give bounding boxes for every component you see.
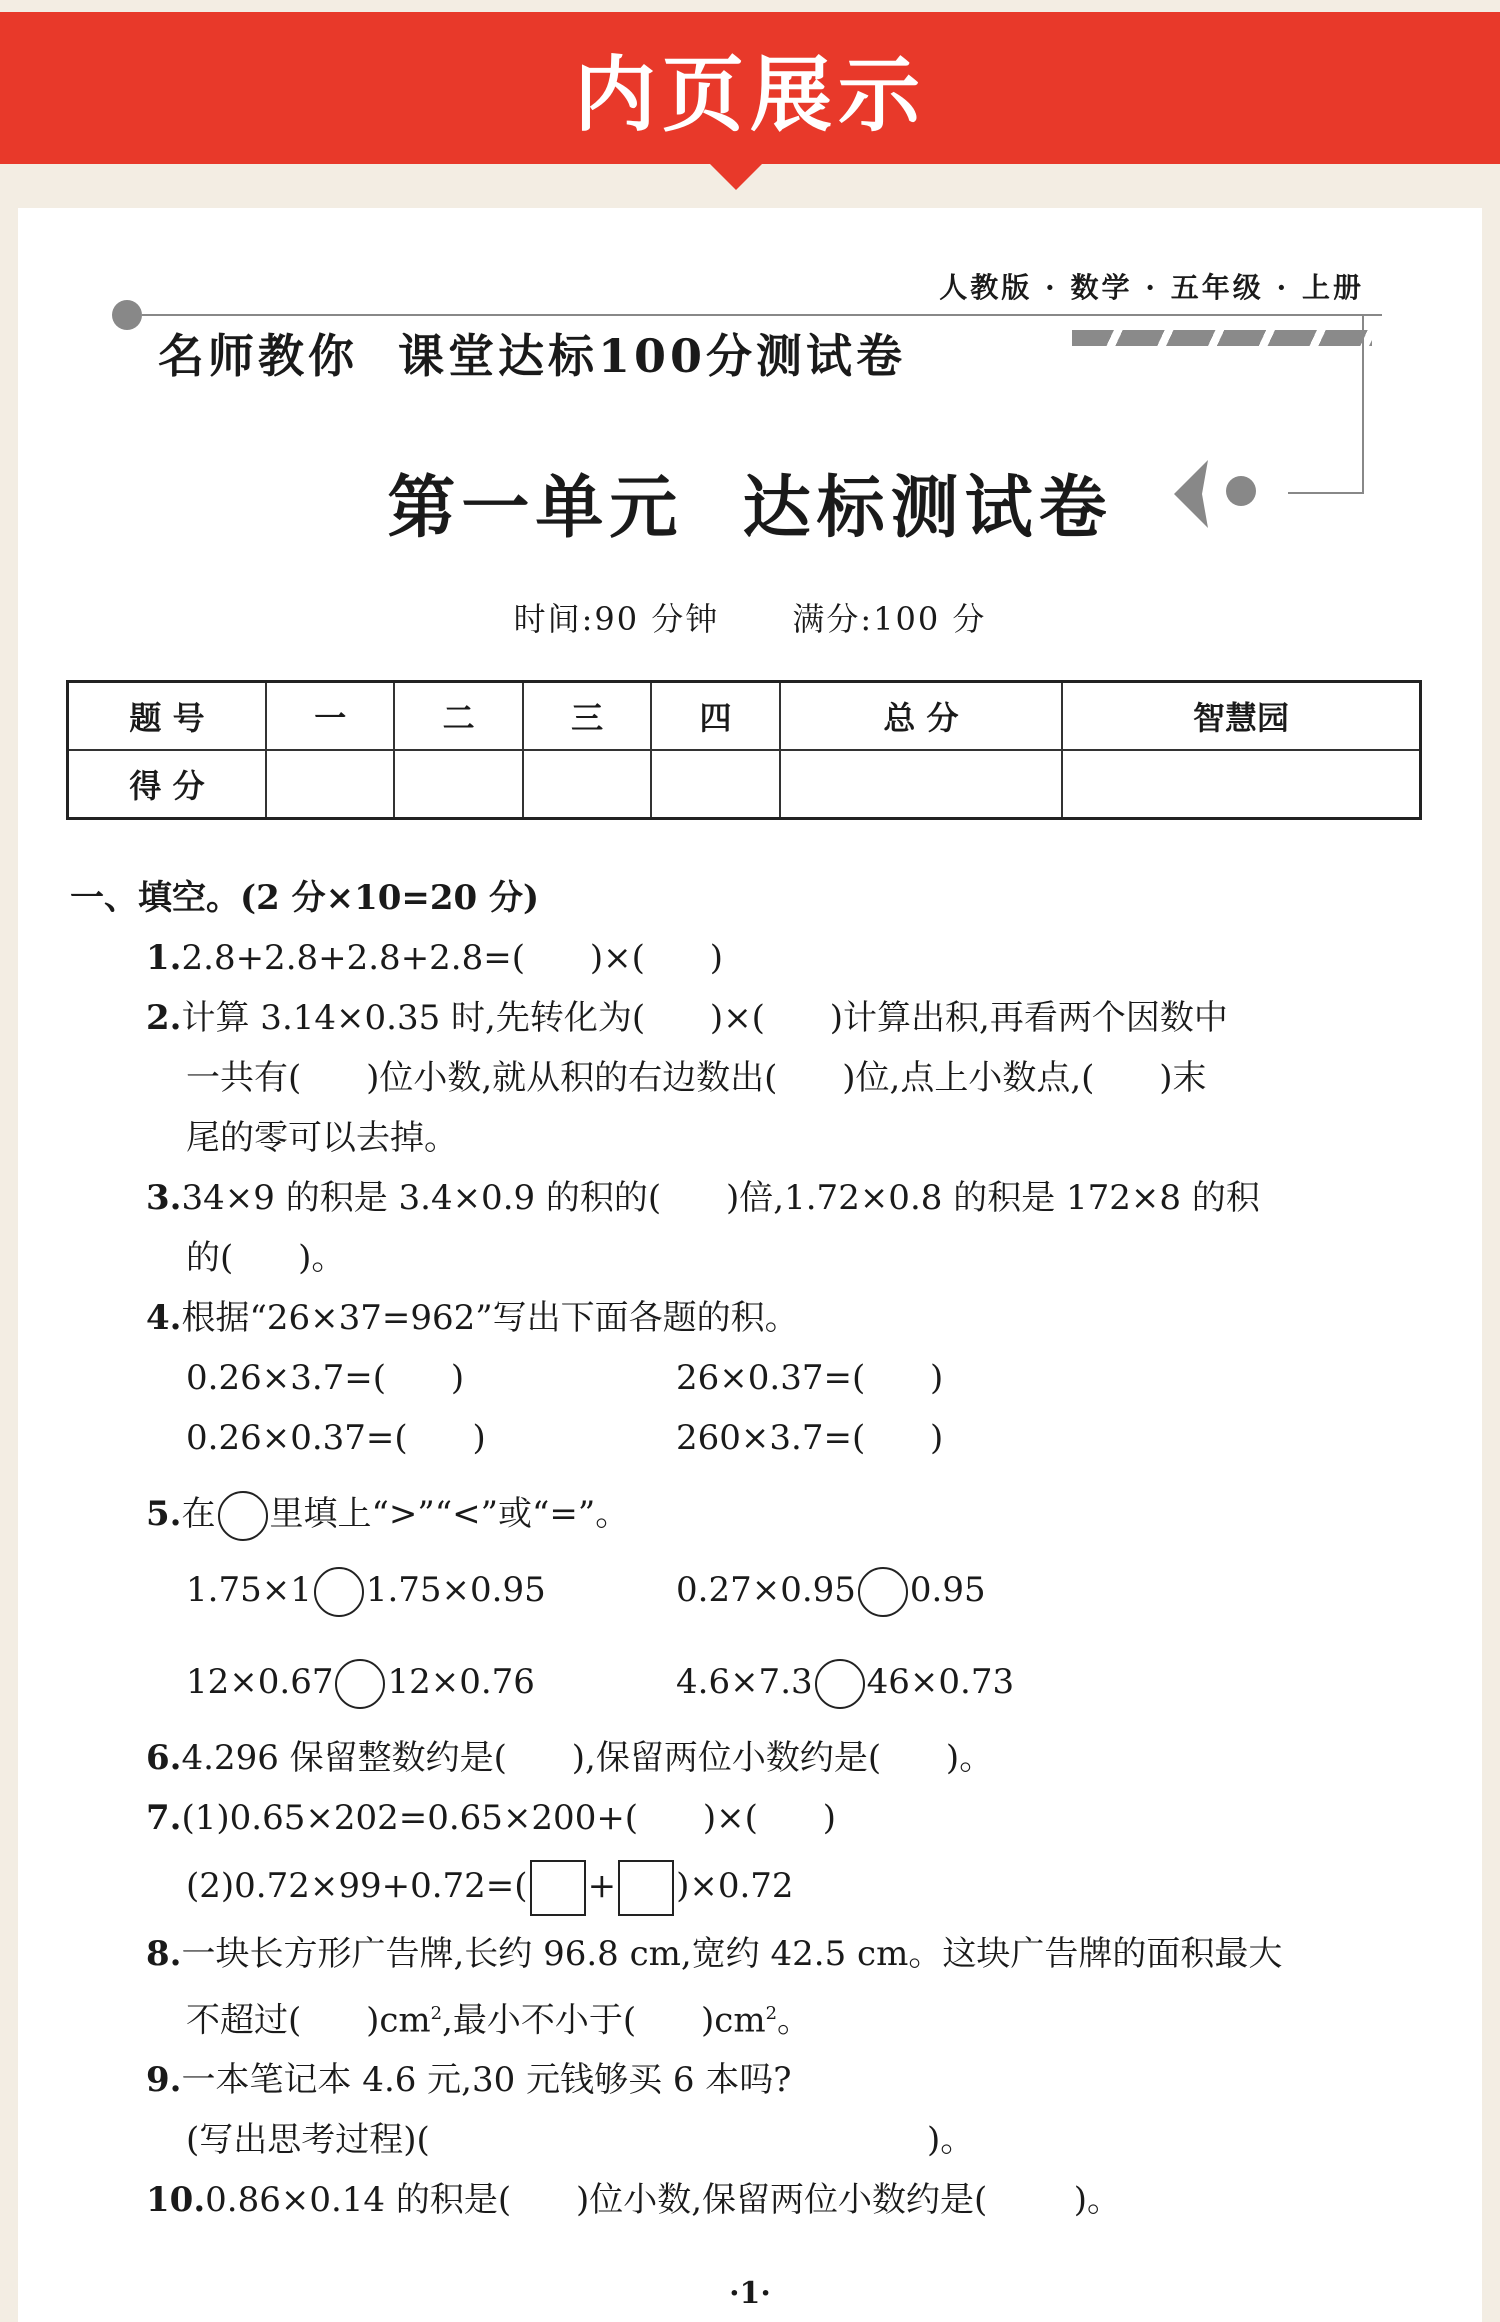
question-3	[70, 1168, 1450, 1228]
edition-label: 人教版 · 数学 · 五年级 · 上册	[939, 271, 1364, 304]
question-text: (1)0.65×202=0.65×200+( )×( )	[181, 1798, 837, 1838]
superscript: 2	[430, 2003, 443, 2024]
score-header-cell: 三	[523, 682, 651, 751]
score-header-cell: 题 号	[68, 682, 267, 751]
question-number: 1.	[146, 938, 182, 978]
question-text: 0.86×0.14 的积是( )位小数,保留两位小数约是( )。	[205, 2180, 1122, 2221]
question-6	[70, 1728, 1450, 1788]
plus-sign: +	[587, 1866, 617, 1906]
compare-item	[186, 1636, 676, 1728]
question-7-line	[70, 1848, 1450, 1924]
header-dot	[112, 300, 142, 330]
question-number: 5.	[146, 1494, 182, 1534]
worksheet-page	[18, 208, 1482, 2322]
question-4-row	[70, 1348, 1450, 1408]
question-text: 一块长方形广告牌,长约 96.8 cm,宽约 42.5 cm。这块广告牌的面积最大	[181, 1934, 1283, 1974]
question-8-line	[70, 1984, 1450, 2050]
question-text: 里填上“>”“<”或“=”。	[269, 1494, 630, 1534]
question-text: 计算 3.14×0.35 时,先转化为( )×( )计算出积,再看两个因数中	[181, 998, 1228, 1038]
question-5	[70, 1484, 1450, 1544]
question-text: )×0.72	[676, 1866, 794, 1906]
question-number: 8.	[146, 1934, 182, 1974]
question-text: 2.8+2.8+2.8+2.8=( )×( )	[181, 938, 723, 978]
time-score-info: 时间:90 分钟 满分:100 分	[513, 600, 987, 638]
page-number: ·1·	[729, 2276, 771, 2311]
question-1	[70, 928, 1450, 988]
question-number: 7.	[146, 1798, 182, 1838]
compare-circle-input[interactable]	[815, 1659, 865, 1709]
score-cell[interactable]	[1062, 750, 1420, 819]
question-text: 根据“26×37=962”写出下面各题的积。	[181, 1298, 799, 1338]
score-cell[interactable]	[651, 750, 779, 819]
question-text: ,最小不小于( )cm	[442, 2000, 766, 2041]
question-text: (2)0.72×99+0.72=(	[186, 1866, 528, 1906]
compare-circle-input[interactable]	[858, 1567, 908, 1617]
question-3-line: 的( )。	[186, 1238, 346, 1278]
banner-title: 内页展示	[573, 47, 926, 143]
question-text: 在	[181, 1494, 216, 1534]
question-text: 一本笔记本 4.6 元,30 元钱够买 6 本吗?	[181, 2060, 792, 2101]
question-text: 。	[777, 2000, 812, 2041]
compare-item	[186, 1544, 676, 1636]
score-header-cell: 一	[266, 682, 394, 751]
compare-left: 0.27×0.95	[676, 1570, 856, 1610]
compare-right: 12×0.76	[387, 1662, 535, 1702]
series-title: 名师教你 课堂达标100分测试卷	[158, 329, 907, 383]
compare-right: 46×0.73	[866, 1662, 1015, 1702]
score-cell[interactable]	[266, 750, 394, 819]
question-10	[70, 2170, 1450, 2230]
sub-item: 0.26×3.7=( )	[186, 1358, 465, 1398]
question-number: 2.	[146, 998, 182, 1038]
question-5-row	[70, 1544, 1450, 1636]
score-header-cell: 四	[651, 682, 779, 751]
score-header-cell: 二	[394, 682, 522, 751]
sub-item: 260×3.7=( )	[676, 1418, 944, 1458]
superscript: 2	[765, 2003, 778, 2024]
section-title: 一、填空。(2 分×10=20 分)	[70, 878, 540, 918]
score-cell[interactable]	[394, 750, 522, 819]
compare-item	[676, 1636, 1014, 1728]
answer-box[interactable]	[618, 1860, 674, 1916]
question-number: 4.	[146, 1298, 182, 1338]
compare-circle-input[interactable]	[314, 1567, 364, 1617]
question-text: 不超过( )cm	[186, 2000, 431, 2041]
question-9	[70, 2050, 1450, 2110]
question-number: 10.	[146, 2180, 206, 2221]
score-header-cell: 总 分	[780, 682, 1062, 751]
question-number: 9.	[146, 2060, 182, 2101]
compare-right: 1.75×0.95	[365, 1570, 546, 1610]
compare-left: 12×0.67	[186, 1662, 334, 1702]
decorative-stripes	[1072, 330, 1372, 346]
question-7	[70, 1788, 1450, 1848]
section-fill-in	[70, 868, 1450, 2230]
score-header-cell: 智慧园	[1062, 682, 1420, 751]
question-4	[70, 1288, 1450, 1348]
top-banner	[0, 12, 1500, 164]
question-5-row	[70, 1636, 1450, 1728]
question-2	[70, 988, 1450, 1048]
header-rule	[142, 314, 1382, 316]
question-4-row	[70, 1408, 1450, 1468]
score-row-label: 得 分	[68, 750, 267, 819]
question-2-line: 尾的零可以去掉。	[186, 1118, 458, 1158]
sub-item: 0.26×0.37=( )	[186, 1418, 486, 1458]
score-cell[interactable]	[780, 750, 1062, 819]
question-text: 4.296 保留整数约是( ),保留两位小数约是( )。	[181, 1738, 994, 1778]
question-text: 34×9 的积是 3.4×0.9 的积的( )倍,1.72×0.8 的积是 172×8 的积	[181, 1178, 1260, 1218]
question-8	[70, 1924, 1450, 1984]
score-table-header-row	[68, 682, 1421, 751]
banner-notch	[710, 164, 762, 190]
sub-item: 26×0.37=( )	[676, 1358, 944, 1398]
question-2-line: 一共有( )位小数,就从积的右边数出( )位,点上小数点,( )末	[186, 1058, 1207, 1098]
question-number: 6.	[146, 1738, 182, 1778]
compare-left: 1.75×1	[186, 1570, 312, 1610]
compare-circle-input[interactable]	[335, 1659, 385, 1709]
score-table	[66, 680, 1422, 820]
compare-circle-icon	[218, 1491, 268, 1541]
score-cell[interactable]	[523, 750, 651, 819]
compare-left: 4.6×7.3	[676, 1662, 813, 1702]
compare-right: 0.95	[909, 1570, 986, 1610]
question-number: 3.	[146, 1178, 182, 1218]
answer-box[interactable]	[530, 1860, 586, 1916]
unit-title: 第一单元 达标测试卷	[387, 468, 1113, 548]
score-table-row	[68, 750, 1421, 819]
question-9-line: (写出思考过程)( )。	[186, 2120, 975, 2161]
compare-item	[676, 1544, 986, 1636]
